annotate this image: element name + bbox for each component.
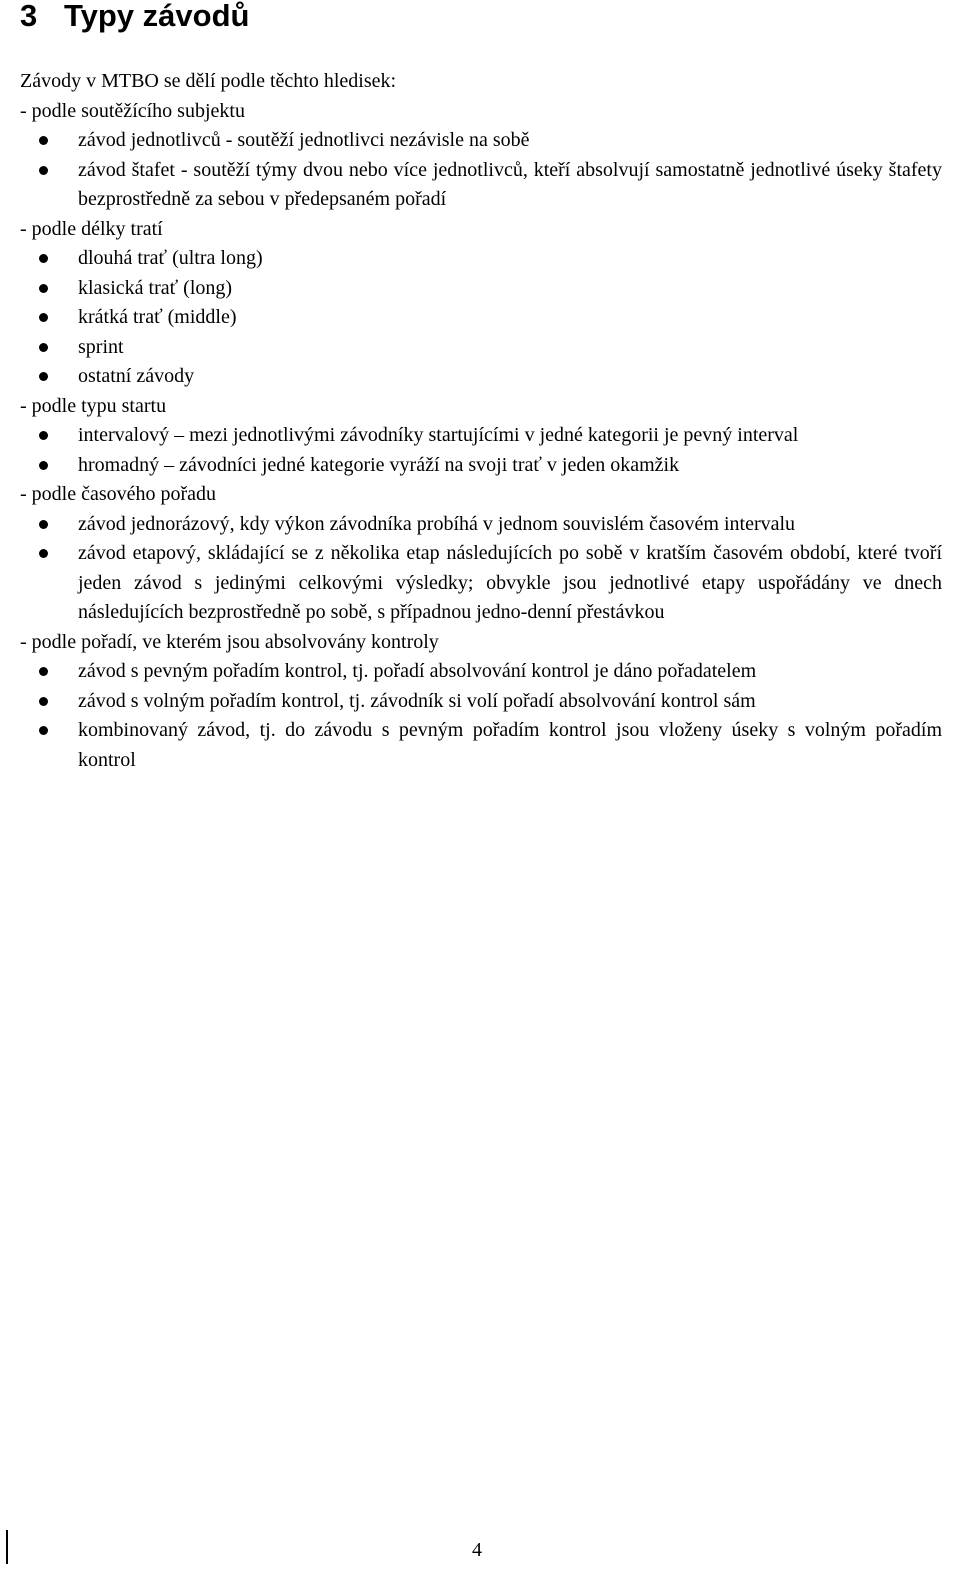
list-item-text: závod s pevným pořadím kontrol, tj. pořadí absolvování kontrol je dáno pořadatelem <box>78 660 757 682</box>
list-item-text: ostatní závody <box>78 365 195 387</box>
list-item-text: dlouhá trať (ultra long) <box>78 247 263 269</box>
list-item-text: krátká trať (middle) <box>78 306 237 328</box>
section-label: - podle soutěžícího subjektu <box>20 99 245 122</box>
bullet-icon <box>39 461 48 470</box>
section-heading <box>20 0 249 34</box>
list-item-text: klasická trať (long) <box>78 276 233 299</box>
list-item <box>20 362 942 392</box>
list-item <box>20 274 942 304</box>
list-item <box>20 333 942 363</box>
bullet-icon <box>39 667 48 676</box>
section-number: 3 <box>20 0 38 33</box>
bullet-icon <box>39 549 48 558</box>
list-item <box>20 126 942 156</box>
bullet-icon <box>39 431 48 440</box>
list-item-text: sprint <box>78 335 124 358</box>
list-item-text: závod s volným pořadím kontrol, tj. závodník si volí pořadí absolvování kontrol sám <box>78 689 756 712</box>
bullet-icon <box>39 726 48 735</box>
bullet-icon <box>39 254 48 263</box>
list-item-text: závod etapový, skládající se z několika etap následujících po sobě v kratším časovém období, které tvoří jeden závod s jedinými celkovými výsledky; obvykle jsou jednotlivé etapy uspořádány ve dnech následujících bezprostředně po sobě, s případnou jedno-denní přestávkou <box>78 542 942 623</box>
list-item <box>20 687 942 717</box>
list-item <box>20 510 942 540</box>
list-item-text: hromadný – závodníci jedné kategorie vyráží na svoji trať v jeden okamžik <box>78 453 680 476</box>
bullet-icon <box>39 284 48 293</box>
section-label: - podle délky tratí <box>20 217 163 240</box>
section-title: Typy závodů <box>64 0 250 33</box>
intro-paragraph: Závody v MTBO se dělí podle těchto hledisek: <box>20 70 397 92</box>
section-label: - podle časového pořadu <box>20 483 217 505</box>
list-item <box>20 421 942 451</box>
list-item-text: závod štafet - soutěží týmy dvou nebo více jednotlivců, kteří absolvují samostatně jednotlivé úseky štafety bezprostředně za sebou v předepsaném pořadí <box>78 158 942 210</box>
section-label: - podle typu startu <box>20 394 167 417</box>
document-body <box>20 67 942 775</box>
list-item <box>20 156 942 215</box>
section-label: - podle pořadí, ve kterém jsou absolvovány kontroly <box>20 630 439 653</box>
list-item-text: kombinovaný závod, tj. do závodu s pevným pořadím kontrol jsou vloženy úseky s volným pořadím kontrol <box>78 719 942 771</box>
list-item-text: závod jednotlivců - soutěží jednotlivci nezávisle na sobě <box>78 129 530 151</box>
list-item <box>20 303 942 333</box>
page-number: 4 <box>472 1539 482 1561</box>
bullet-icon <box>39 520 48 529</box>
bullet-icon <box>39 136 48 145</box>
list-item <box>20 244 942 274</box>
list-item <box>20 539 942 628</box>
bullet-icon <box>39 166 48 175</box>
margin-bar <box>6 1530 8 1564</box>
list-item <box>20 451 942 481</box>
list-item <box>20 657 942 687</box>
bullet-icon <box>39 343 48 352</box>
list-item <box>20 716 942 775</box>
list-item-text: intervalový – mezi jednotlivými závodníky startujícími v jedné kategorii je pevný interval <box>78 424 799 446</box>
bullet-icon <box>39 313 48 322</box>
bullet-icon <box>39 372 48 381</box>
bullet-icon <box>39 697 48 706</box>
list-item-text: závod jednorázový, kdy výkon závodníka probíhá v jednom souvislém časovém intervalu <box>78 512 796 535</box>
